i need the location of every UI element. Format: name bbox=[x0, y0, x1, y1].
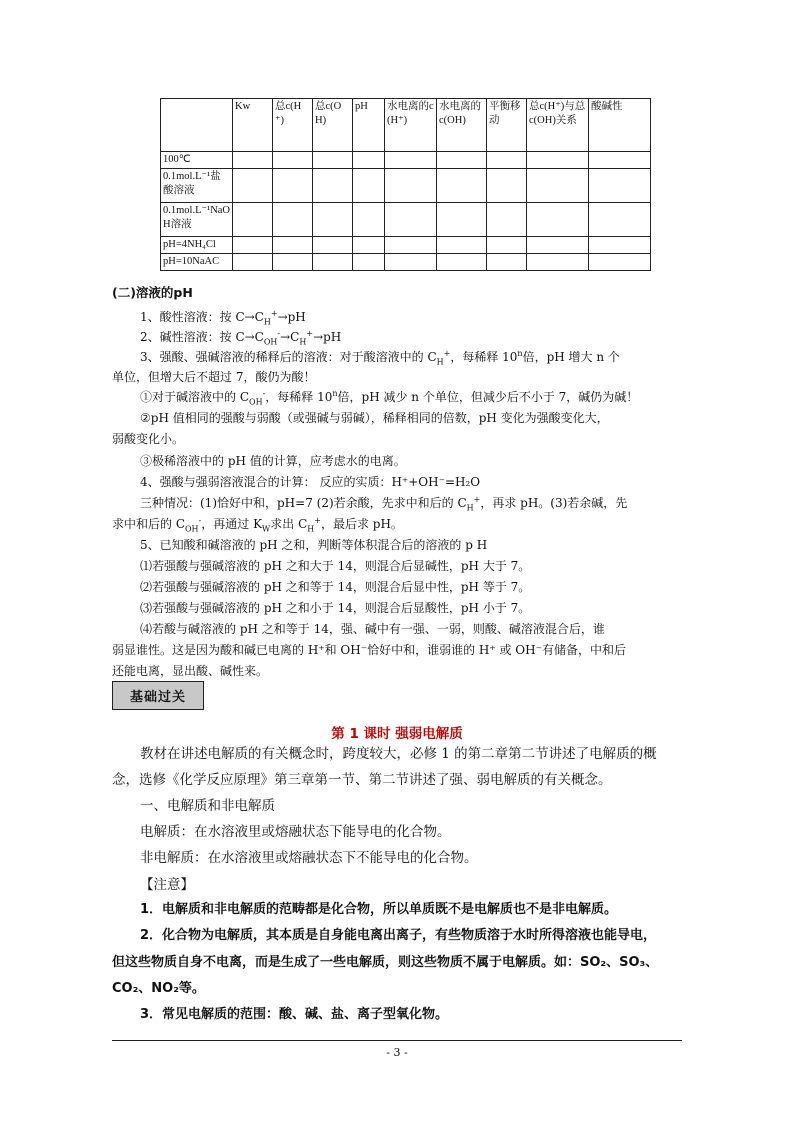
table-header-cell bbox=[161, 99, 233, 152]
text-line: 弱显谁性。这是因为酸和碱已电离的 H⁺和 OH⁻恰好中和，谁弱谁的 H⁺ 或 OH⁻有储备，中和后 bbox=[112, 643, 626, 657]
table-header-row bbox=[161, 99, 651, 152]
footer-rule bbox=[112, 1040, 682, 1041]
text-line: ⑵若强酸与强碱溶液的 pH 之和等于 14，则混合后显中性，pH 等于 7。 bbox=[140, 580, 531, 594]
paragraph-line: 教材在讲述电解质的有关概念时，跨度较大，必修 1 的第二章第二节讲述了电解质的概 bbox=[140, 746, 657, 762]
row-label: pH=4NH₄Cl bbox=[161, 237, 233, 254]
table-header-cell: Kw bbox=[233, 99, 273, 152]
row-label: 0.1mol.L⁻¹盐酸溶液 bbox=[161, 169, 233, 203]
table-header-cell: 平衡移动 bbox=[487, 99, 527, 152]
text-line: 2、碱性溶液：按 $C\to C_{OH}^-\to C_H^+\to pH$ bbox=[140, 329, 342, 347]
note-item: CO₂、NO₂等。 bbox=[112, 981, 205, 996]
section-title: (二)溶液的pH bbox=[112, 285, 193, 300]
text-line: 三种情况：(1)恰好中和，pH=7 (2)若余酸，先求中和后的 $C_H^+$，再求 pH。(3)若余碱，先 bbox=[140, 495, 628, 513]
text-line: ⑴若强酸与强碱溶液的 pH 之和大于 14，则混合后显碱性，pH 大于 7。 bbox=[140, 559, 531, 573]
note-label: 【注意】 bbox=[140, 877, 194, 893]
lesson-title: 第 1 课时 强弱电解质 bbox=[331, 726, 463, 742]
note-item: 3．常见电解质的范围：酸、碱、盐、离子型氧化物。 bbox=[140, 1007, 449, 1022]
text-line: 还能电离，显出酸、碱性来。 bbox=[112, 664, 269, 678]
text-line: 3、强酸、强碱溶液的稀释后的溶液：对于酸溶液中的 $C_H^+$，每稀释 10$^n$倍，pH 增大 n 个 bbox=[140, 349, 620, 367]
text-line: 单位，但增大后不超过 7，酸仍为酸！ bbox=[112, 370, 316, 384]
paragraph-line: 念，选修《化学反应原理》第三章第一节、第二节讲述了强、弱电解质的有关概念。 bbox=[112, 772, 612, 788]
table-row bbox=[161, 203, 651, 237]
text-line: 5、已知酸和碱溶液的 pH 之和，判断等体积混合后的溶液的 p H bbox=[140, 538, 488, 552]
table-header-cell: 酸碱性 bbox=[589, 99, 651, 152]
definition: 电解质：在水溶液里或熔融状态下能导电的化合物。 bbox=[140, 824, 451, 840]
text-line: ②pH 值相同的强酸与弱酸（或强碱与弱碱），稀释相同的倍数，pH 变化为强酸变化大， bbox=[140, 411, 609, 425]
table-header-cell: pH bbox=[353, 99, 385, 152]
section-badge: 基础过关 bbox=[112, 681, 204, 710]
table-header-cell: 总c(H⁺)与总c(OH)关系 bbox=[527, 99, 589, 152]
text-line: 1、酸性溶液：按 $C\to C_H^+\to pH$ bbox=[140, 309, 306, 327]
table-header-cell: 总c(H⁺) bbox=[273, 99, 313, 152]
table-row bbox=[161, 152, 651, 169]
page-number: - 3 - bbox=[386, 1046, 408, 1059]
table-row bbox=[161, 237, 651, 254]
table-header-cell: 水电离的c(H⁺) bbox=[385, 99, 437, 152]
row-label: 100℃ bbox=[161, 152, 233, 169]
note-item: 1．电解质和非电解质的范畴都是化合物，所以单质既不是电解质也不是非电解质。 bbox=[140, 902, 618, 917]
heading: 一、电解质和非电解质 bbox=[140, 798, 275, 814]
text-line: ⑶若强酸与强碱溶液的 pH 之和小于 14，则混合后显酸性，pH 小于 7。 bbox=[140, 601, 531, 615]
text-line: 弱酸变化小。 bbox=[112, 432, 185, 446]
row-label: pH=10NaAC bbox=[161, 254, 233, 271]
definition: 非电解质：在水溶液里或熔融状态下不能导电的化合物。 bbox=[140, 850, 478, 866]
text-line: ⑷若酸与碱溶液的 pH 之和等于 14，强、碱中有一强、一弱，则酸、碱溶液混合后，谁 bbox=[140, 622, 605, 636]
table-header-cell: 总c(OH) bbox=[313, 99, 353, 152]
text-line: 求中和后的 $C_{OH}^-$，再通过 $K_W$求出 $C_H^+$，最后求 pH。 bbox=[112, 516, 403, 534]
ph-comparison-table bbox=[160, 98, 651, 271]
table-row bbox=[161, 254, 651, 271]
note-item: 但这些物质自身不电离，而是生成了一些电解质，则这些物质不属于电解质。如：SO₂、SO₃、 bbox=[112, 955, 659, 970]
table-header-cell: 水电离的c(OH) bbox=[437, 99, 487, 152]
table-row bbox=[161, 169, 651, 203]
text-line: ③极稀溶液中的 pH 值的计算，应考虑水的电离。 bbox=[140, 454, 406, 468]
text-line: 4、强酸与强弱溶液混合的计算： 反应的实质：H⁺+OH⁻=H₂O bbox=[140, 475, 481, 489]
note-item: 2．化合物为电解质，其本质是自身能电离出离子，有些物质溶于水时所得溶液也能导电， bbox=[140, 928, 657, 943]
text-line: ①对于碱溶液中的 $C_{OH}^-$，每稀释 10$^n$倍，pH 减少 n 个单位，但减少后不小于 7，碱仍为碱！ bbox=[140, 389, 639, 407]
row-label: 0.1mol.L⁻¹NaOH溶液 bbox=[161, 203, 233, 237]
